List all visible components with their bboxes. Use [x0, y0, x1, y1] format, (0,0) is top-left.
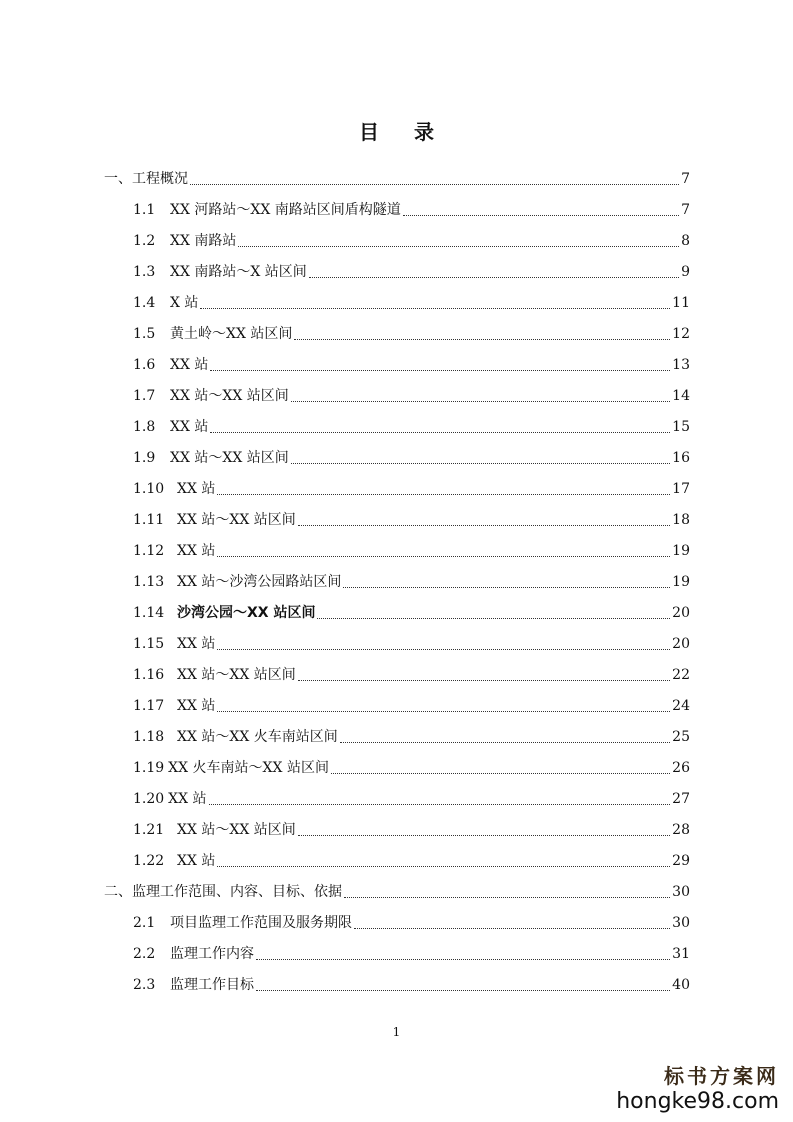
toc-entry-number: 1.5	[133, 326, 156, 342]
toc-leader-dots	[256, 990, 670, 991]
toc-entry-page: 28	[672, 822, 690, 838]
toc-entry-page: 7	[681, 202, 690, 218]
toc-entry-page: 29	[672, 853, 690, 869]
toc-leader-dots	[403, 215, 679, 216]
toc-entry-number: 1.7	[133, 388, 156, 404]
toc-leader-dots	[217, 649, 670, 650]
toc-entry-label: XX 南路站～X 站区间	[170, 264, 307, 280]
toc-entry-label: XX 站	[177, 853, 216, 869]
toc-entry[interactable]	[133, 664, 690, 686]
toc-entry-number: 1.19	[133, 760, 165, 776]
toc-entry-label: XX 站～沙湾公园路站区间	[177, 574, 342, 590]
toc-entry-page: 15	[672, 419, 690, 435]
toc-entry-number: 2.2	[133, 946, 156, 962]
toc-entry-label: XX 站	[177, 481, 216, 497]
toc-entry-number: 1.17	[133, 698, 165, 714]
toc-entry[interactable]	[133, 509, 690, 531]
toc-entry-label: XX 站	[177, 543, 216, 559]
toc-leader-dots	[200, 308, 670, 309]
toc-entry-label: XX 站	[170, 357, 209, 373]
toc-entry-number: 1.1	[133, 202, 156, 218]
toc-entry[interactable]	[133, 292, 690, 314]
toc-entry-number: 1.2	[133, 233, 156, 249]
toc-leader-dots	[331, 773, 670, 774]
toc-entry-page: 19	[672, 574, 690, 590]
toc-leader-dots	[291, 463, 670, 464]
toc-entry-number: 1.20	[133, 791, 165, 807]
toc-entry-label: XX 火车南站～XX 站区间	[168, 760, 329, 776]
toc-entry-number: 1.4	[133, 295, 156, 311]
toc-leader-dots	[256, 959, 670, 960]
toc-entry-number: 1.12	[133, 543, 165, 559]
toc-entry-page: 13	[672, 357, 690, 373]
toc-entry-number: 1.21	[133, 822, 165, 838]
toc-leader-dots	[291, 401, 670, 402]
toc-entry[interactable]	[133, 943, 690, 965]
toc-entry[interactable]	[133, 602, 690, 624]
toc-entry-number: 1.14	[133, 605, 165, 621]
toc-entry-page: 26	[672, 760, 690, 776]
toc-entry-label: XX 站～XX 站区间	[177, 667, 296, 683]
page-title: 目 录	[359, 120, 448, 144]
toc-entry-page: 30	[672, 915, 690, 931]
toc-entry-label: 黄土岭～XX 站区间	[170, 326, 293, 342]
toc-entry-label: 沙湾公园～XX 站区间	[177, 605, 316, 621]
toc-entry-page: 9	[681, 264, 690, 280]
page-number: 1	[392, 1025, 401, 1039]
toc-entry-page: 17	[672, 481, 690, 497]
toc-entry[interactable]	[133, 819, 690, 841]
toc-leader-dots	[238, 246, 679, 247]
toc-entry[interactable]	[133, 385, 690, 407]
toc-leader-dots	[217, 866, 670, 867]
toc-entry-page: 25	[672, 729, 690, 745]
toc-leader-dots	[317, 618, 670, 619]
toc-entry-number: 1.3	[133, 264, 156, 280]
toc-entry[interactable]	[133, 199, 690, 221]
toc-entry-page: 27	[672, 791, 690, 807]
toc-entry[interactable]	[133, 354, 690, 376]
toc-entry-page: 22	[672, 667, 690, 683]
toc-entry-number: 1.16	[133, 667, 165, 683]
toc-entry-label: 监理工作内容	[170, 946, 254, 962]
toc-entry-number: 1.9	[133, 450, 156, 466]
toc-leader-dots	[354, 928, 670, 929]
toc-entry-page: 40	[672, 977, 690, 993]
toc-leader-dots	[210, 432, 670, 433]
toc-entry-number: 2.3	[133, 977, 156, 993]
toc-entry-label: 项目监理工作范围及服务期限	[170, 915, 352, 931]
toc-entry-number: 2.1	[133, 915, 156, 931]
toc-entry-label: X 站	[170, 295, 199, 311]
toc-entry[interactable]	[104, 881, 690, 903]
toc-leader-dots	[344, 897, 670, 898]
toc-entry-label: 二、监理工作范围、内容、目标、依据	[104, 884, 342, 900]
toc-entry-label: XX 站～XX 站区间	[177, 512, 296, 528]
toc-entry-page: 19	[672, 543, 690, 559]
toc-entry[interactable]	[133, 726, 690, 748]
toc-leader-dots	[209, 804, 671, 805]
toc-entry-label: XX 站～XX 站区间	[177, 822, 296, 838]
toc-entry-number: 1.11	[133, 512, 165, 528]
toc-leader-dots	[298, 525, 670, 526]
toc-entry[interactable]	[133, 633, 690, 655]
toc-entry-page: 8	[681, 233, 690, 249]
toc-entry[interactable]	[133, 850, 690, 872]
toc-entry-page: 14	[672, 388, 690, 404]
toc-entry[interactable]	[133, 540, 690, 562]
toc-entry-number: 1.10	[133, 481, 165, 497]
toc-leader-dots	[190, 184, 679, 185]
toc-entry[interactable]	[133, 447, 690, 469]
toc-leader-dots	[217, 494, 670, 495]
toc-entry-page: 20	[672, 636, 690, 652]
toc-entry-page: 18	[672, 512, 690, 528]
toc-entry[interactable]	[133, 230, 690, 252]
toc-entry-label: XX 河路站～XX 南路站区间盾构隧道	[170, 202, 401, 218]
toc-entry[interactable]	[133, 571, 690, 593]
toc-entry[interactable]	[133, 912, 690, 934]
toc-entry-page: 16	[672, 450, 690, 466]
toc-entry-label: XX 站	[177, 636, 216, 652]
toc-entry-number: 1.6	[133, 357, 156, 373]
toc-entry-label: XX 站	[170, 419, 209, 435]
toc-entry-label: XX 站	[177, 698, 216, 714]
toc-entry[interactable]	[133, 788, 690, 810]
toc-entry-page: 31	[672, 946, 690, 962]
toc-entry-page: 7	[681, 171, 690, 187]
toc-leader-dots	[343, 587, 670, 588]
toc-leader-dots	[294, 339, 670, 340]
toc-entry-number: 1.13	[133, 574, 165, 590]
toc-entry[interactable]	[133, 416, 690, 438]
toc-entry-page: 30	[672, 884, 690, 900]
toc-entry-label: XX 站	[168, 791, 207, 807]
toc-leader-dots	[309, 277, 679, 278]
toc-entry-number: 1.8	[133, 419, 156, 435]
toc-entry-label: XX 站～XX 站区间	[170, 450, 289, 466]
toc-entry-label: XX 南路站	[170, 233, 237, 249]
toc-entry[interactable]	[133, 974, 690, 996]
toc-entry[interactable]	[133, 478, 690, 500]
toc-entry-label: 一、工程概况	[104, 171, 188, 187]
toc-entry-page: 11	[672, 295, 690, 311]
toc-entry-page: 24	[672, 698, 690, 714]
toc-entry-label: XX 站～XX 站区间	[170, 388, 289, 404]
toc-entry[interactable]	[104, 168, 690, 190]
toc-leader-dots	[298, 835, 670, 836]
watermark-name: 标书方案网	[664, 1064, 779, 1088]
toc-leader-dots	[298, 680, 670, 681]
toc-entry[interactable]	[133, 695, 690, 717]
toc-leader-dots	[217, 711, 670, 712]
watermark-logo	[616, 1060, 779, 1114]
toc-entry-page: 12	[672, 326, 690, 342]
toc-entry[interactable]	[133, 323, 690, 345]
toc-entry-page: 20	[672, 605, 690, 621]
toc-entry-number: 1.18	[133, 729, 165, 745]
toc-entry-label: 监理工作目标	[170, 977, 254, 993]
toc-leader-dots	[217, 556, 670, 557]
toc-entry-number: 1.15	[133, 636, 165, 652]
toc-entry-number: 1.22	[133, 853, 165, 869]
toc-entry[interactable]	[133, 261, 690, 283]
toc-entry-label: XX 站～XX 火车南站区间	[177, 729, 338, 745]
toc-entry[interactable]	[133, 757, 690, 779]
toc-leader-dots	[210, 370, 670, 371]
watermark-url: hongke98.com	[616, 1089, 779, 1114]
toc-leader-dots	[340, 742, 670, 743]
